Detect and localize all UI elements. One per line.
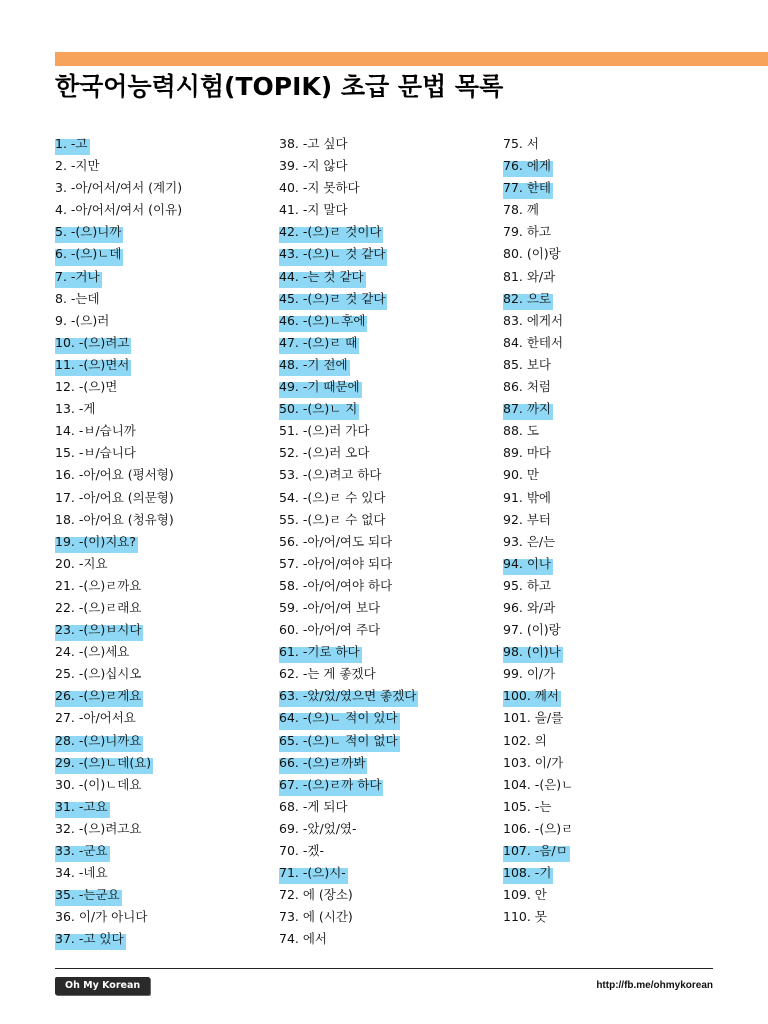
grammar-item	[503, 641, 623, 663]
grammar-item-label: 56. -아/어/여도 되다	[279, 533, 393, 549]
grammar-item	[503, 155, 623, 177]
grammar-item-label: 99. 이/가	[503, 666, 556, 682]
grammar-item	[279, 862, 489, 884]
grammar-item-label-highlighted: 48. -기 전에	[279, 354, 350, 376]
grammar-item-label: 86. 처럼	[503, 379, 552, 395]
grammar-item-label-highlighted: 46. -(으)ㄴ후에	[279, 310, 367, 332]
grammar-item	[279, 442, 489, 464]
grammar-item-label: 96. 와/과	[503, 599, 556, 615]
grammar-item-label: 102. 의	[503, 732, 547, 748]
grammar-item	[55, 310, 270, 332]
grammar-item-label: 105. -는	[503, 798, 552, 814]
grammar-item-label-highlighted: 11. -(으)면서	[55, 354, 131, 376]
grammar-item	[503, 464, 623, 486]
grammar-item	[503, 663, 623, 685]
grammar-item-label: 12. -(으)면	[55, 379, 118, 395]
grammar-item-label-highlighted: 26. -(으)ㄹ게요	[55, 685, 143, 707]
grammar-item-label: 52. -(으)러 오다	[279, 445, 370, 461]
grammar-item	[55, 332, 270, 354]
grammar-item	[55, 641, 270, 663]
grammar-item-label: 55. -(으)ㄹ 수 없다	[279, 511, 386, 527]
grammar-item-label: 69. -았/었/였-	[279, 820, 357, 836]
grammar-item	[55, 420, 270, 442]
grammar-item	[279, 376, 489, 398]
grammar-item	[279, 266, 489, 288]
footer-url[interactable]: http://fb.me/ohmykorean	[596, 980, 713, 991]
grammar-item	[55, 376, 270, 398]
grammar-item-label: 41. -지 말다	[279, 202, 348, 218]
grammar-item-label: 88. 도	[503, 423, 539, 439]
grammar-item-label: 95. 하고	[503, 577, 552, 593]
grammar-item-label-highlighted: 37. -고 있다	[55, 928, 126, 950]
grammar-item-label: 24. -(으)세요	[55, 644, 130, 660]
grammar-item	[279, 884, 489, 906]
grammar-item	[279, 752, 489, 774]
grammar-item	[279, 288, 489, 310]
grammar-item	[279, 730, 489, 752]
grammar-item	[279, 464, 489, 486]
grammar-item-label-highlighted: 61. -기로 하다	[279, 641, 362, 663]
grammar-item-label: 27. -아/어서요	[55, 710, 136, 726]
grammar-item	[55, 862, 270, 884]
grammar-item-label: 70. -겠-	[279, 843, 324, 858]
grammar-item-label-highlighted: 45. -(으)ㄹ 것 같다	[279, 288, 387, 310]
grammar-item	[55, 221, 270, 243]
grammar-item-label: 40. -지 못하다	[279, 180, 360, 196]
grammar-item-label: 8. -는데	[55, 290, 100, 306]
grammar-item-label: 75. 서	[503, 136, 539, 151]
grammar-item-label-highlighted: 98. (이)나	[503, 641, 563, 663]
grammar-item	[279, 155, 489, 177]
grammar-item-label-highlighted: 100. 께서	[503, 685, 561, 707]
grammar-item	[503, 531, 623, 553]
grammar-item	[503, 685, 623, 707]
grammar-item-label: 21. -(으)ㄹ까요	[55, 577, 142, 593]
grammar-item	[55, 707, 270, 729]
grammar-item-label: 80. (이)랑	[503, 246, 561, 262]
grammar-item-label: 51. -(으)러 가다	[279, 423, 370, 439]
grammar-item	[503, 862, 623, 884]
grammar-item-label: 18. -아/어요 (청유형)	[55, 511, 174, 527]
grammar-item-label: 25. -(으)십시오	[55, 666, 142, 682]
grammar-item-label-highlighted: 35. -는군요	[55, 884, 122, 906]
grammar-item-label: 54. -(으)ㄹ 수 있다	[279, 489, 386, 505]
grammar-item-label: 109. 안	[503, 887, 547, 903]
grammar-item-label-highlighted: 107. -음/ㅁ	[503, 840, 570, 862]
grammar-item-label: 92. 부터	[503, 511, 552, 527]
grammar-item	[503, 597, 623, 619]
grammar-item	[503, 509, 623, 531]
grammar-item-label: 2. -지만	[55, 158, 100, 174]
grammar-item	[503, 906, 623, 928]
grammar-item	[55, 464, 270, 486]
grammar-item-label-highlighted: 29. -(으)ㄴ데(요)	[55, 752, 153, 774]
grammar-item	[503, 243, 623, 265]
grammar-item	[503, 553, 623, 575]
grammar-item	[503, 177, 623, 199]
grammar-item-label-highlighted: 47. -(으)ㄹ 때	[279, 332, 359, 354]
grammar-item-label-highlighted: 64. -(으)ㄴ 적이 있다	[279, 707, 400, 729]
grammar-item-label-highlighted: 19. -(이)지요?	[55, 531, 138, 553]
grammar-item-label: 3. -아/어서/여서 (계기)	[55, 180, 183, 196]
grammar-item	[503, 221, 623, 243]
grammar-item-label: 79. 하고	[503, 224, 552, 240]
grammar-item	[279, 221, 489, 243]
grammar-item-label: 84. 한테서	[503, 334, 564, 350]
grammar-item-label: 30. -(이)ㄴ데요	[55, 776, 142, 792]
grammar-item-label: 58. -아/어/여야 하다	[279, 577, 393, 593]
grammar-item	[55, 133, 270, 155]
grammar-item-label: 68. -게 되다	[279, 798, 348, 814]
grammar-item	[503, 288, 623, 310]
grammar-item-label: 57. -아/어/여야 되다	[279, 555, 393, 571]
grammar-item-label-highlighted: 82. 으로	[503, 288, 553, 310]
grammar-item	[503, 199, 623, 221]
grammar-item	[55, 288, 270, 310]
grammar-item	[503, 774, 623, 796]
grammar-item	[279, 420, 489, 442]
grammar-item-label-highlighted: 7. -거나	[55, 266, 102, 288]
grammar-item-label: 38. -고 싶다	[279, 136, 348, 151]
grammar-item	[279, 597, 489, 619]
grammar-item-label: 101. 을/를	[503, 710, 564, 726]
grammar-item-label-highlighted: 1. -고	[55, 133, 90, 155]
grammar-item-label-highlighted: 76. 에게	[503, 155, 553, 177]
grammar-item-label: 72. 에 (장소)	[279, 887, 353, 903]
grammar-item-label: 97. (이)랑	[503, 622, 561, 638]
grammar-item-label: 34. -네요	[55, 865, 108, 881]
grammar-item	[55, 818, 270, 840]
grammar-item-label-highlighted: 108. -기	[503, 862, 553, 884]
grammar-item-label-highlighted: 66. -(으)ㄹ까봐	[279, 752, 367, 774]
grammar-item	[279, 663, 489, 685]
grammar-item-label-highlighted: 67. -(으)ㄹ까 하다	[279, 774, 383, 796]
grammar-item-label: 89. 마다	[503, 445, 552, 461]
grammar-item-label: 14. -ㅂ/습니까	[55, 423, 136, 439]
grammar-item-label: 9. -(으)러	[55, 312, 110, 328]
grammar-item	[55, 442, 270, 464]
grammar-item-label-highlighted: 65. -(으)ㄴ 적이 없다	[279, 730, 400, 752]
grammar-item	[503, 730, 623, 752]
grammar-item	[503, 487, 623, 509]
grammar-item	[55, 840, 270, 862]
grammar-item-label: 36. 이/가 아니다	[55, 909, 148, 925]
grammar-item-label: 53. -(으)려고 하다	[279, 467, 382, 483]
grammar-item	[55, 266, 270, 288]
grammar-item	[55, 398, 270, 420]
grammar-item	[503, 840, 623, 862]
grammar-item	[55, 243, 270, 265]
grammar-item	[279, 177, 489, 199]
grammar-item	[55, 575, 270, 597]
grammar-item-label: 104. -(은)ㄴ	[503, 776, 574, 792]
grammar-item-label-highlighted: 23. -(으)ㅂ시다	[55, 619, 143, 641]
grammar-item-label: 22. -(으)ㄹ래요	[55, 599, 142, 615]
grammar-item-label: 60. -아/어/여 주다	[279, 622, 381, 638]
page-title: 한국어능력시험(TOPIK) 초급 문법 목록	[55, 72, 504, 101]
brand-logo: Oh My Korean	[55, 977, 150, 995]
grammar-item-label-highlighted: 28. -(으)니까요	[55, 730, 143, 752]
grammar-item	[279, 133, 489, 155]
grammar-item-label-highlighted: 63. -았/었/였으면 좋겠다	[279, 685, 418, 707]
grammar-item-label: 62. -는 게 좋겠다	[279, 666, 376, 682]
grammar-item-label: 93. 은/는	[503, 533, 556, 549]
grammar-column-1	[55, 133, 270, 950]
grammar-item-label: 13. -게	[55, 401, 96, 417]
grammar-item-label: 106. -(으)ㄹ	[503, 820, 574, 836]
grammar-item	[55, 155, 270, 177]
grammar-item	[503, 354, 623, 376]
grammar-item	[279, 906, 489, 928]
grammar-item	[503, 376, 623, 398]
grammar-item	[55, 531, 270, 553]
grammar-item-label: 17. -아/어요 (의문형)	[55, 489, 174, 505]
grammar-item	[279, 840, 489, 862]
grammar-item	[55, 487, 270, 509]
grammar-item	[279, 641, 489, 663]
grammar-item	[55, 199, 270, 221]
grammar-item-label: 73. 에 (시간)	[279, 909, 353, 925]
grammar-item-label: 90. 만	[503, 467, 539, 483]
grammar-item	[279, 796, 489, 818]
grammar-item	[55, 730, 270, 752]
grammar-item-label-highlighted: 5. -(으)니까	[55, 221, 123, 243]
grammar-item	[55, 553, 270, 575]
grammar-item	[55, 685, 270, 707]
grammar-item	[55, 928, 270, 950]
grammar-item-label: 103. 이/가	[503, 754, 564, 770]
grammar-item	[503, 619, 623, 641]
grammar-item	[55, 177, 270, 199]
grammar-item	[279, 707, 489, 729]
grammar-item-label: 85. 보다	[503, 356, 552, 372]
grammar-item-label: 78. 께	[503, 202, 539, 218]
grammar-item-label-highlighted: 31. -고요	[55, 796, 110, 818]
grammar-item-label-highlighted: 50. -(으)ㄴ 지	[279, 398, 359, 420]
grammar-item	[279, 685, 489, 707]
grammar-item	[503, 133, 623, 155]
grammar-item	[503, 266, 623, 288]
grammar-item-label: 110. 못	[503, 909, 547, 925]
grammar-item	[503, 575, 623, 597]
grammar-item	[279, 398, 489, 420]
grammar-item-label: 39. -지 않다	[279, 158, 348, 174]
grammar-item	[55, 884, 270, 906]
grammar-item	[503, 707, 623, 729]
grammar-item	[279, 310, 489, 332]
footer-divider	[55, 968, 713, 969]
grammar-item	[279, 509, 489, 531]
grammar-item	[55, 796, 270, 818]
grammar-item	[55, 752, 270, 774]
grammar-item-label: 74. 에서	[279, 931, 328, 947]
grammar-item	[279, 243, 489, 265]
grammar-item	[279, 619, 489, 641]
grammar-item	[279, 199, 489, 221]
grammar-item-label: 59. -아/어/여 보다	[279, 599, 381, 615]
grammar-item-label-highlighted: 44. -는 것 같다	[279, 266, 366, 288]
grammar-item	[503, 818, 623, 840]
grammar-column-2	[279, 133, 489, 950]
grammar-item-label-highlighted: 87. 까지	[503, 398, 553, 420]
grammar-item	[279, 553, 489, 575]
accent-bar	[55, 52, 768, 66]
grammar-item-label: 15. -ㅂ/습니다	[55, 445, 136, 461]
grammar-item-label-highlighted: 6. -(으)ㄴ데	[55, 243, 123, 265]
grammar-item-label-highlighted: 71. -(으)시-	[279, 862, 348, 884]
grammar-item-label-highlighted: 42. -(으)ㄹ 것이다	[279, 221, 383, 243]
grammar-item	[503, 884, 623, 906]
grammar-item-label: 32. -(으)려고요	[55, 820, 142, 836]
grammar-item-label-highlighted: 33. -군요	[55, 840, 110, 862]
grammar-item	[279, 332, 489, 354]
grammar-item	[279, 531, 489, 553]
grammar-item	[279, 354, 489, 376]
grammar-item	[55, 906, 270, 928]
grammar-item-label-highlighted: 49. -기 때문에	[279, 376, 362, 398]
grammar-item	[279, 575, 489, 597]
grammar-item	[503, 310, 623, 332]
grammar-item	[55, 597, 270, 619]
grammar-item	[279, 928, 489, 950]
grammar-item	[55, 619, 270, 641]
grammar-item-label-highlighted: 10. -(으)려고	[55, 332, 131, 354]
grammar-item	[503, 442, 623, 464]
grammar-item	[55, 774, 270, 796]
grammar-item-label-highlighted: 43. -(으)ㄴ 것 같다	[279, 243, 387, 265]
grammar-item	[279, 487, 489, 509]
grammar-item	[55, 354, 270, 376]
grammar-item	[503, 332, 623, 354]
grammar-item-label: 4. -아/어서/여서 (이유)	[55, 202, 183, 218]
grammar-column-3	[503, 133, 623, 928]
grammar-item-label: 20. -지요	[55, 555, 108, 571]
grammar-item	[503, 796, 623, 818]
grammar-item-label: 91. 밖에	[503, 489, 552, 505]
grammar-item	[279, 818, 489, 840]
grammar-item-label: 81. 와/과	[503, 268, 556, 284]
grammar-item	[55, 509, 270, 531]
grammar-item	[279, 774, 489, 796]
grammar-item	[55, 663, 270, 685]
grammar-item	[503, 752, 623, 774]
grammar-item-label-highlighted: 77. 한테	[503, 177, 553, 199]
grammar-item	[503, 398, 623, 420]
grammar-item	[503, 420, 623, 442]
grammar-item-label: 83. 에게서	[503, 312, 564, 328]
grammar-item-label-highlighted: 94. 이나	[503, 553, 553, 575]
grammar-item-label: 16. -아/어요 (평서형)	[55, 467, 174, 483]
